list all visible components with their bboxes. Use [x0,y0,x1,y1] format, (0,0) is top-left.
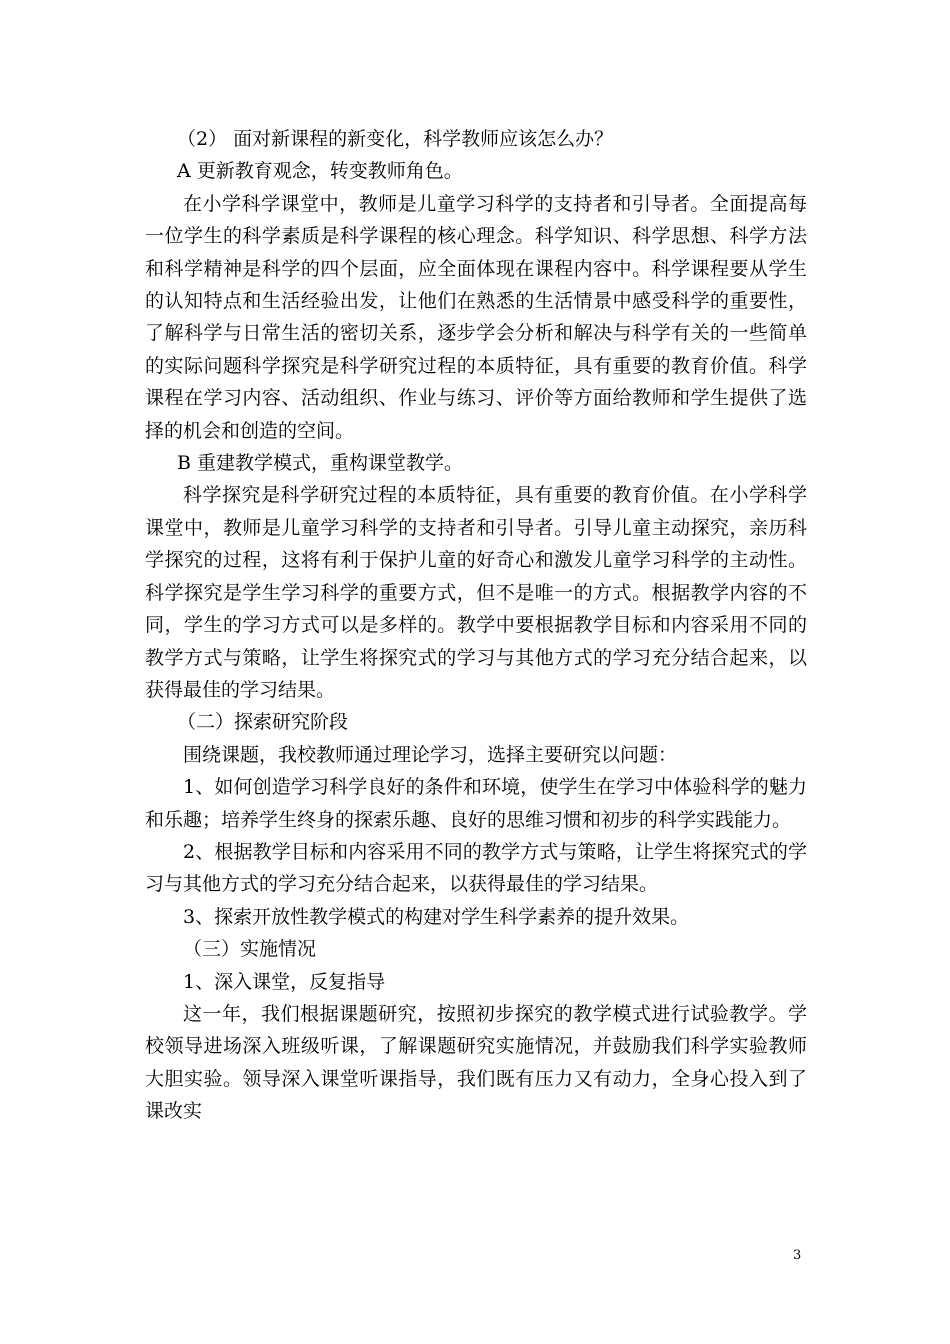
question-heading: （2） 面对新课程的新变化，科学教师应该怎么办？ [177,128,614,150]
section-heading-implementation: （三）实施情况 [183,938,317,961]
document-body [145,123,807,1128]
body-paragraph: 这一年，我们根据课题研究，按照初步探究的教学模式进行试验教学。学校领导进场深入班级听课，了解课题研究实施情况，并鼓励我们科学实验教师大胆实验。领导深入课堂听课指导，我们既有压力又有动力，全身心投入到了课改实 [145,1002,807,1123]
section-a-heading: A 更新教育观念，转变教师角色。 [177,160,463,183]
list-item: 3、探索开放性教学模式的构建对学生科学素养的提升效果。 [183,905,690,928]
list-item: 2、根据教学目标和内容采用不同的教学方式与策略，让学生将探究式的学习与其他方式的学习充分结合起来，以获得最佳的学习结果。 [145,840,807,896]
subsection-heading: 1、深入课堂，反复指导 [183,970,386,993]
body-paragraph: 围绕课题，我校教师通过理论学习，选择主要研究以问题： [183,743,678,766]
page-number: 3 [793,1248,802,1263]
section-heading-explore: （二）探索研究阶段 [177,711,349,734]
body-paragraph: 科学探究是科学研究过程的本质特征，具有重要的教育价值。在小学科学课堂中，教师是儿童学习科学的支持者和引导者。引导儿童主动探究，亲历科学探究的过程，这将有利于保护儿童的好奇心和激发儿童学习科学的主动性。科学探究是学生学习科学的重要方式，但不是唯一的方式。根据教学内容的不同，学生的学习方式可以是多样的。教学中要根据教学目标和内容采用不同的教学方式与策略，让学生将探究式的学习与其他方式的学习充分结合起来，以获得最佳的学习结果。 [145,484,807,701]
section-b-heading: B 重建教学模式，重构课堂教学。 [177,452,464,475]
body-paragraph: 在小学科学课堂中，教师是儿童学习科学的支持者和引导者。全面提高每一位学生的科学素质是科学课程的核心理念。科学知识、科学思想、科学方法和科学精神是科学的四个层面，应全面体现在课程内容中。科学课程要从学生的认知特点和生活经验出发，让他们在熟悉的生活情景中感受科学的重要性，了解科学与日常生活的密切关系，逐步学会分析和解决与科学有关的一些简单的实际问题科学探究是科学研究过程的本质特征，具有重要的教育价值。科学课程在学习内容、活动组织、作业与练习、评价等方面给教师和学生提供了选择的机会和创造的空间。 [145,192,807,442]
list-item: 1、如何创造学习科学良好的条件和环境，使学生在学习中体验科学的魅力和乐趣；培养学生终身的探索乐趣、良好的思维习惯和初步的科学实践能力。 [145,776,807,831]
